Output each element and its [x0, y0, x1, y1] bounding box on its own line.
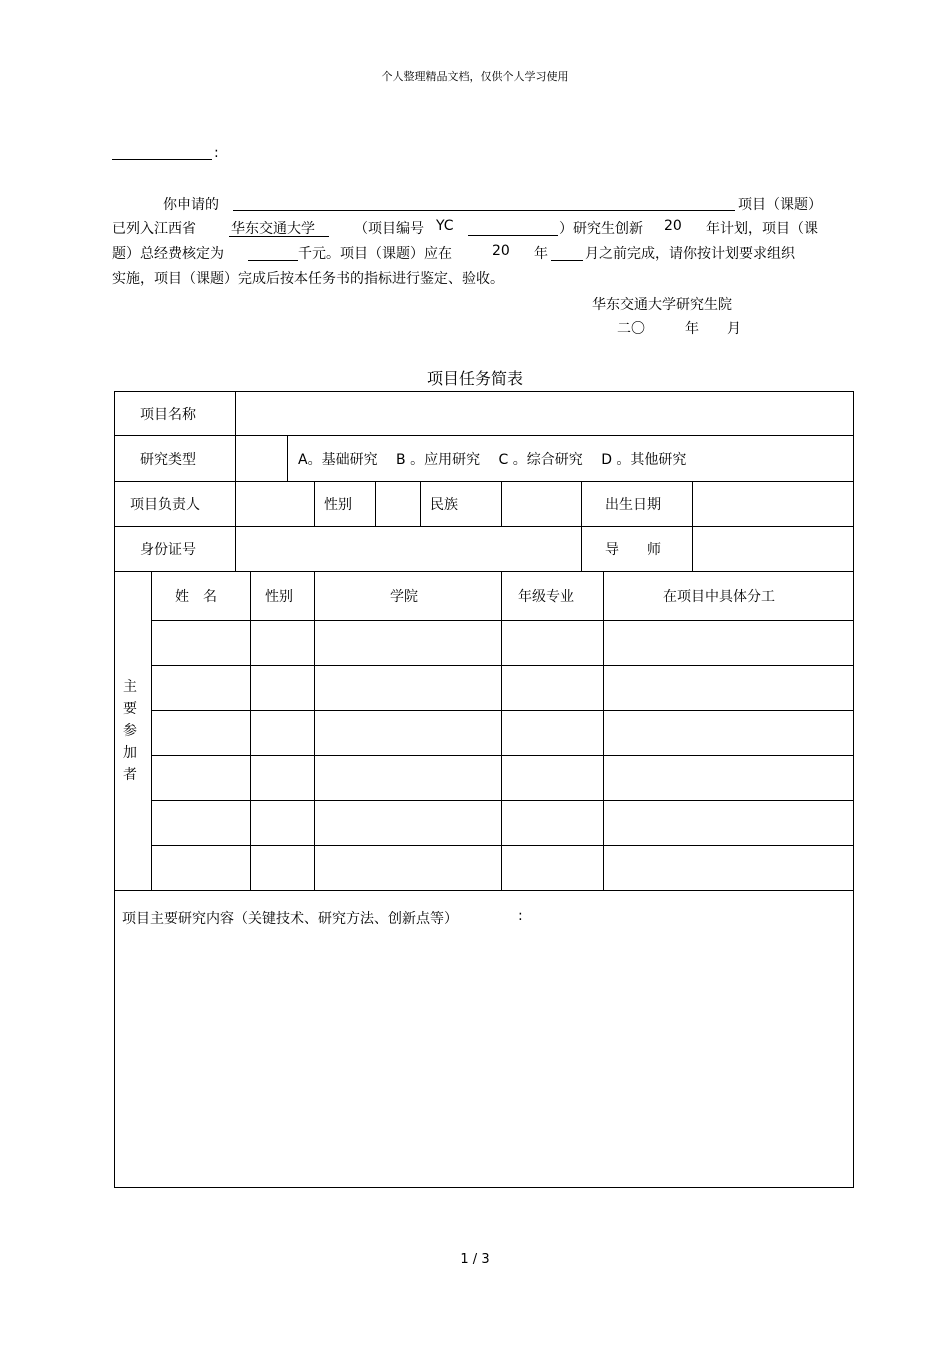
research-type-options[interactable]: A。基础研究 B 。应用研究 C 。综合研究 D 。其他研究	[298, 452, 687, 468]
vline	[501, 571, 502, 890]
vline	[581, 481, 582, 571]
col-division-of-work: 在项目中具体分工	[663, 589, 775, 605]
col-grade-major: 年级专业	[518, 589, 574, 605]
hline	[151, 800, 854, 801]
hline	[151, 755, 854, 756]
vline	[250, 571, 251, 890]
research-content-colon: :	[518, 908, 523, 924]
signature-date-c: 月	[727, 321, 741, 337]
hline	[114, 481, 854, 482]
vline	[287, 435, 288, 481]
letter-p2-20: 20	[664, 218, 682, 234]
addressee-blank	[112, 159, 212, 160]
letter-p1-start: 你申请的	[163, 197, 219, 213]
hline	[151, 620, 854, 621]
letter-p3-a: 题）总经费核定为	[112, 246, 224, 262]
participants-char: 参	[123, 723, 137, 739]
ethnicity-label: 民族	[430, 497, 458, 513]
signature-org: 华东交通大学研究生院	[592, 297, 732, 313]
vline	[151, 571, 152, 890]
participants-char: 者	[123, 767, 137, 783]
leader-label: 项目负责人	[130, 497, 200, 513]
table-title: 项目任务简表	[426, 369, 523, 388]
gender-label: 性别	[324, 497, 352, 513]
page-number: 1 / 3	[460, 1252, 490, 1267]
letter-p2-a: 已列入江西省	[112, 221, 196, 237]
hline	[151, 665, 854, 666]
vline	[235, 391, 236, 571]
letter-p2-university: 华东交通大学	[231, 221, 315, 237]
col-gender: 性别	[265, 589, 293, 605]
col-name: 姓 名	[175, 589, 217, 605]
birth-date-label: 出生日期	[605, 497, 661, 513]
participants-label	[122, 676, 138, 786]
letter-p3-20: 20	[492, 243, 510, 259]
participants-char: 加	[123, 745, 137, 761]
letter-p3-b: 千元。项目（课题）应在	[298, 246, 452, 262]
signature-date-a: 二〇	[617, 321, 645, 337]
project-number-blank	[468, 235, 558, 236]
research-type-label: 研究类型	[140, 452, 196, 468]
vline	[420, 481, 421, 526]
signature-date-b: 年	[685, 321, 699, 337]
hline	[151, 710, 854, 711]
id-number-label: 身份证号	[140, 542, 196, 558]
letter-p2-d: 年计划，项目（课	[706, 221, 818, 237]
vline	[314, 481, 315, 526]
letter-p1-end: 项目（课题）	[738, 197, 822, 213]
vline	[314, 571, 315, 890]
letter-p4: 实施，项目（课题）完成后按本任务书的指标进行鉴定、验收。	[112, 271, 504, 287]
hline	[114, 890, 854, 891]
advisor-label: 导 师	[605, 542, 661, 558]
letter-p3-c: 年	[534, 246, 548, 262]
addressee-colon: :	[214, 145, 219, 161]
research-content-label: 项目主要研究内容（关键技术、研究方法、创新点等）	[122, 911, 458, 927]
participants-char: 主	[123, 679, 137, 695]
task-table	[114, 391, 854, 1188]
project-name-blank	[233, 210, 735, 211]
page-header: 个人整理精品文档，仅供个人学习使用	[381, 70, 569, 83]
month-blank	[551, 260, 583, 261]
hline	[114, 526, 854, 527]
vline	[501, 481, 502, 526]
project-name-label: 项目名称	[140, 407, 196, 423]
budget-blank	[248, 260, 298, 261]
vline	[375, 481, 376, 526]
university-underline	[229, 236, 329, 237]
letter-p2-b: （项目编号	[354, 221, 424, 237]
col-college: 学院	[390, 589, 418, 605]
vline	[603, 571, 604, 890]
participants-char: 要	[123, 701, 137, 717]
letter-p3-d: 月之前完成，请你按计划要求组织	[585, 246, 795, 262]
hline	[114, 571, 854, 572]
hline	[114, 435, 854, 436]
letter-p2-c: ）研究生创新	[559, 221, 643, 237]
letter-p2-yc: YC	[436, 218, 454, 234]
hline	[151, 845, 854, 846]
vline	[692, 481, 693, 571]
